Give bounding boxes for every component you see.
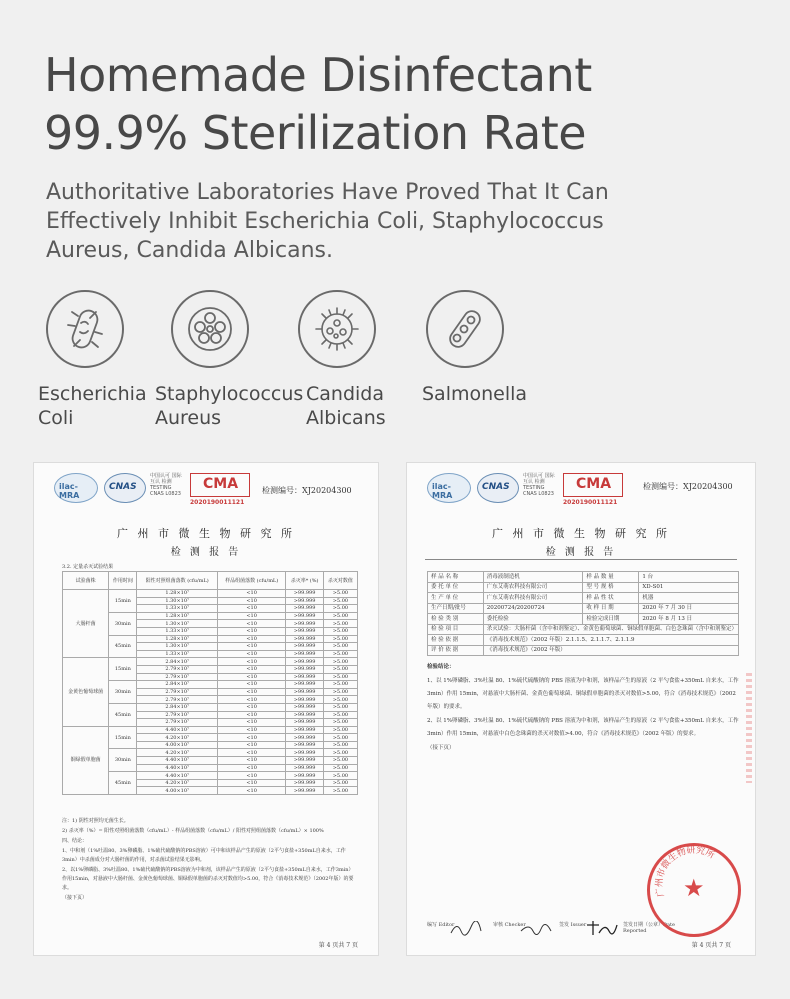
escherichia-coli-label: Escherichia Coli bbox=[38, 383, 147, 429]
field-label-cell: 委 托 单 位 bbox=[428, 582, 484, 593]
value-cell: <10 bbox=[217, 719, 285, 727]
field-label-cell: 样 品 名 称 bbox=[428, 572, 484, 583]
sterilization-results-table bbox=[62, 571, 358, 795]
table-row bbox=[428, 603, 739, 614]
value-cell: >99.999 bbox=[286, 673, 323, 681]
strain-cell: 大肠杆菌 bbox=[63, 590, 109, 658]
time-cell: 30min bbox=[109, 749, 137, 772]
staphylococcus-aureus-label: Staphylococcus Aureus bbox=[155, 383, 304, 429]
headline bbox=[44, 46, 764, 162]
field-label-cell: 样 品 性 状 bbox=[583, 593, 639, 604]
field-value-cell: XD-S01 bbox=[639, 582, 739, 593]
value-cell: >99.999 bbox=[286, 779, 323, 787]
value-cell: >5.00 bbox=[323, 612, 357, 620]
value-cell: >5.00 bbox=[323, 627, 357, 635]
value-cell: >99.999 bbox=[286, 703, 323, 711]
header-cell: 试验菌株 bbox=[63, 572, 109, 590]
salmonella-label: Salmonella bbox=[422, 383, 528, 405]
field-label-cell: 评 价 依 据 bbox=[428, 645, 484, 656]
table-row bbox=[63, 726, 358, 734]
note-line: 四、结论： bbox=[62, 838, 88, 844]
field-label-cell: 检 验 项 目 bbox=[428, 624, 484, 635]
table-row bbox=[428, 582, 739, 593]
value-cell: >99.999 bbox=[286, 612, 323, 620]
value-cell: 1.30×10⁷ bbox=[137, 643, 218, 651]
table-row bbox=[63, 590, 358, 598]
value-cell: >5.00 bbox=[323, 688, 357, 696]
value-cell: >99.999 bbox=[286, 764, 323, 772]
header-cell: 杀灭对数值 bbox=[323, 572, 357, 590]
headline-line-1: Homemade Disinfectant bbox=[44, 48, 592, 102]
value-cell: 2.79×10⁷ bbox=[137, 711, 218, 719]
table-row bbox=[428, 572, 739, 583]
value-cell: 4.40×10⁷ bbox=[137, 757, 218, 765]
value-cell: >99.999 bbox=[286, 635, 323, 643]
field-label-cell: 样 品 数 量 bbox=[583, 572, 639, 583]
value-cell: >99.999 bbox=[286, 696, 323, 704]
value-cell: >5.00 bbox=[323, 719, 357, 727]
value-cell: >99.999 bbox=[286, 719, 323, 727]
value-cell: 2.84×10⁷ bbox=[137, 681, 218, 689]
signature-row bbox=[427, 921, 677, 943]
field-label-cell: 检验完成日期 bbox=[583, 614, 639, 625]
value-cell: >99.999 bbox=[286, 688, 323, 696]
value-cell: >5.00 bbox=[323, 764, 357, 772]
value-cell: 2.79×10⁷ bbox=[137, 719, 218, 727]
table-row bbox=[63, 658, 358, 666]
section-title: 3.2. 定量杀灭试验结果 bbox=[62, 564, 114, 570]
value-cell: 1.33×10⁷ bbox=[137, 627, 218, 635]
field-value-cell: 消毒液制造机 bbox=[483, 572, 583, 583]
value-cell: >5.00 bbox=[323, 772, 357, 780]
field-value-cell: 广东艾萌农科技有限公司 bbox=[483, 593, 583, 604]
value-cell: >5.00 bbox=[323, 597, 357, 605]
value-cell: 4.40×10⁷ bbox=[137, 726, 218, 734]
value-cell: 4.40×10⁷ bbox=[137, 772, 218, 780]
cnas-accreditation-text: 中国认可 国际互认 检测 TESTING CNAS L0823 bbox=[150, 473, 182, 497]
value-cell: >5.00 bbox=[323, 779, 357, 787]
value-cell: >5.00 bbox=[323, 635, 357, 643]
value-cell: 2.79×10⁷ bbox=[137, 696, 218, 704]
cnas-logo: CNAS bbox=[104, 473, 146, 503]
value-cell: >99.999 bbox=[286, 726, 323, 734]
value-cell: >5.00 bbox=[323, 703, 357, 711]
value-cell: >5.00 bbox=[323, 673, 357, 681]
subheadline-line-1: Authoritative Laboratories Have Proved That It Can bbox=[46, 180, 609, 205]
value-cell: 1.28×10⁷ bbox=[137, 635, 218, 643]
date-reported-label: 签发日期（公章）Date Reported bbox=[623, 922, 675, 934]
note-line: 1、以 1%卵磷脂、3%吐温 80、1%硫代硫酸钠的 PBS 溶液为中和剂，该样品产生的原液（2 平勺食盐+350mL 自来水，工作 3min）作用 15min，对悬液中大肠杆菌、金黄色葡萄球菌、铜绿假单胞菌的杀灭对数值>5.00，符合《消毒技术规范》（2002 年版）的要求。 bbox=[427, 678, 739, 710]
value-cell: >99.999 bbox=[286, 643, 323, 651]
value-cell: >5.00 bbox=[323, 590, 357, 598]
value-cell: 4.00×10⁷ bbox=[137, 741, 218, 749]
value-cell: >5.00 bbox=[323, 620, 357, 628]
value-cell: <10 bbox=[217, 764, 285, 772]
report-number: 检测编号：XJ20204300 bbox=[262, 486, 352, 495]
perforation-stamp bbox=[746, 673, 752, 783]
field-value-cell: 2020 年 8 月 13 日 bbox=[639, 614, 739, 625]
cma-logo: CMA bbox=[190, 473, 250, 497]
note-line: 2) 杀灭率（%）= 阳性对照组菌落数（cfu/mL）- 样品组菌落数（cfu/mL）/ 阳性对照组菌落数（cfu/mL）× 100% bbox=[62, 828, 324, 834]
value-cell: <10 bbox=[217, 590, 285, 598]
time-cell: 30min bbox=[109, 612, 137, 635]
time-cell: 45min bbox=[109, 703, 137, 726]
value-cell: 4.00×10⁷ bbox=[137, 787, 218, 795]
value-cell: <10 bbox=[217, 597, 285, 605]
value-cell: <10 bbox=[217, 757, 285, 765]
table-row bbox=[428, 635, 739, 646]
test-report-page-right bbox=[406, 462, 756, 956]
table-header-row bbox=[63, 572, 358, 590]
field-label-cell: 生 产 单 位 bbox=[428, 593, 484, 604]
svg-text:广州市微生物研究所: 广州市微生物研究所 bbox=[654, 846, 716, 898]
value-cell: <10 bbox=[217, 650, 285, 658]
value-cell: >5.00 bbox=[323, 726, 357, 734]
candida-albicans-label: Candida Albicans bbox=[306, 383, 386, 429]
field-label-cell: 检 验 类 别 bbox=[428, 614, 484, 625]
value-cell: <10 bbox=[217, 643, 285, 651]
salmonella-icon bbox=[426, 290, 504, 368]
value-cell: 1.28×10⁷ bbox=[137, 590, 218, 598]
table-row bbox=[428, 624, 739, 635]
field-value-cell: 机器 bbox=[639, 593, 739, 604]
value-cell: >5.00 bbox=[323, 711, 357, 719]
field-value-cell: 《消毒技术规范》（2002 年版） bbox=[483, 645, 738, 656]
value-cell: >5.00 bbox=[323, 643, 357, 651]
value-cell: >5.00 bbox=[323, 681, 357, 689]
editor-signature-icon bbox=[449, 921, 483, 937]
value-cell: 2.79×10⁷ bbox=[137, 665, 218, 673]
conclusion-title: 检验结论： bbox=[427, 664, 455, 670]
value-cell: 1.30×10⁷ bbox=[137, 597, 218, 605]
value-cell: <10 bbox=[217, 612, 285, 620]
time-cell: 15min bbox=[109, 658, 137, 681]
value-cell: <10 bbox=[217, 658, 285, 666]
value-cell: >5.00 bbox=[323, 658, 357, 666]
subheadline bbox=[46, 178, 746, 265]
value-cell: >99.999 bbox=[286, 605, 323, 613]
field-label-cell: 收 样 日 期 bbox=[583, 603, 639, 614]
value-cell: >99.999 bbox=[286, 741, 323, 749]
header-cell: 样品组菌落数 (cfu/mL) bbox=[217, 572, 285, 590]
value-cell: 2.84×10⁷ bbox=[137, 703, 218, 711]
value-cell: 4.40×10⁷ bbox=[137, 764, 218, 772]
note-line: 注：1) 阴性对照均无菌生长。 bbox=[62, 818, 129, 824]
value-cell: <10 bbox=[217, 703, 285, 711]
field-label-cell: 型 号 规 格 bbox=[583, 582, 639, 593]
value-cell: >99.999 bbox=[286, 772, 323, 780]
note-line: 1、中和剂（1%吐温80、3%卵磷脂、1%硫代硫酸钠的PBS溶液）可中和该样品产生的原液（2平勺食盐+350mL自来水，工作3min）中杀菌成分对大肠杆菌的作用，对杀菌试验结果无影响。 bbox=[62, 848, 346, 863]
value-cell: <10 bbox=[217, 673, 285, 681]
report-conclusion bbox=[427, 661, 739, 756]
staphylococcus-aureus-icon bbox=[171, 290, 249, 368]
field-label-cell: 生产日期/批号 bbox=[428, 603, 484, 614]
header-cell: 杀灭率* (%) bbox=[286, 572, 323, 590]
note-line: （接下页） bbox=[427, 745, 455, 751]
field-value-cell: 《消毒技术规范》（2002 年版）2.1.1.5、2.1.1.7、2.1.1.9 bbox=[483, 635, 738, 646]
cnas-accreditation-text: 中国认可 国际互认 检测 TESTING CNAS L0823 bbox=[523, 473, 555, 497]
value-cell: >99.999 bbox=[286, 787, 323, 795]
subheadline-line-3: Aureus, Candida Albicans. bbox=[46, 238, 333, 263]
value-cell: 2.84×10⁷ bbox=[137, 658, 218, 666]
value-cell: 1.33×10⁷ bbox=[137, 650, 218, 658]
cma-number: 2020190011121 bbox=[190, 499, 245, 506]
value-cell: >5.00 bbox=[323, 665, 357, 673]
value-cell: >99.999 bbox=[286, 711, 323, 719]
value-cell: >99.999 bbox=[286, 590, 323, 598]
value-cell: >99.999 bbox=[286, 627, 323, 635]
note-line: 2、以 1%卵磷脂、3%吐温 80、1%硫代硫酸钠的 PBS 溶液为中和剂，该样品产生的原液（2 平勺食盐+350mL 自来水，工作 3min）作用 15min，对悬液中白色念珠菌的杀灭对数值>4.00，符合《消毒技术规范》（2002 年版）的要求。 bbox=[427, 718, 739, 737]
value-cell: >5.00 bbox=[323, 734, 357, 742]
cnas-logo: CNAS bbox=[477, 473, 519, 503]
editor-signature-label: 编写 Editor bbox=[427, 922, 455, 928]
checker-signature-icon bbox=[519, 921, 553, 937]
value-cell: >99.999 bbox=[286, 620, 323, 628]
time-cell: 15min bbox=[109, 590, 137, 613]
field-value-cell: 1 台 bbox=[639, 572, 739, 583]
value-cell: 1.33×10⁷ bbox=[137, 605, 218, 613]
value-cell: >5.00 bbox=[323, 650, 357, 658]
time-cell: 15min bbox=[109, 726, 137, 749]
cma-logo: CMA bbox=[563, 473, 623, 497]
time-cell: 30min bbox=[109, 681, 137, 704]
seal-star-icon: ★ bbox=[683, 874, 705, 902]
report-title: 检 测 报 告 bbox=[170, 547, 242, 558]
report-notes-left bbox=[62, 817, 358, 904]
table-row bbox=[428, 645, 739, 656]
value-cell: >5.00 bbox=[323, 741, 357, 749]
value-cell: <10 bbox=[217, 605, 285, 613]
field-value-cell: 广东艾萌农科技有限公司 bbox=[483, 582, 583, 593]
value-cell: >99.999 bbox=[286, 681, 323, 689]
value-cell: <10 bbox=[217, 635, 285, 643]
field-value-cell: 杀灭试验：大肠杆菌（含中和剂鉴定）、金黄色葡萄球菌、铜绿假单胞菌、白色念珠菌（含中和剂鉴定） bbox=[483, 624, 738, 635]
value-cell: 2.79×10⁷ bbox=[137, 673, 218, 681]
value-cell: <10 bbox=[217, 681, 285, 689]
value-cell: >5.00 bbox=[323, 696, 357, 704]
ilac-mra-logo: ilac-MRA bbox=[54, 473, 98, 503]
value-cell: >5.00 bbox=[323, 757, 357, 765]
value-cell: 4.20×10⁷ bbox=[137, 734, 218, 742]
report-number: 检测编号：XJ20204300 bbox=[643, 482, 733, 491]
time-cell: 45min bbox=[109, 772, 137, 795]
value-cell: <10 bbox=[217, 787, 285, 795]
value-cell: >5.00 bbox=[323, 605, 357, 613]
field-value-cell: 委托检验 bbox=[483, 614, 583, 625]
value-cell: >99.999 bbox=[286, 734, 323, 742]
value-cell: 2.79×10⁷ bbox=[137, 688, 218, 696]
value-cell: >99.999 bbox=[286, 650, 323, 658]
field-value-cell: 20200724/20200724 bbox=[483, 603, 583, 614]
issuer-signature-label: 签发 Issuer bbox=[559, 922, 587, 928]
page-footer: 第 4 页共 7 页 bbox=[691, 942, 731, 949]
header-cell: 阳性对照组菌落数 (cfu/mL) bbox=[137, 572, 218, 590]
checker-signature-label: 审核 Checker bbox=[493, 922, 526, 928]
value-cell: >5.00 bbox=[323, 749, 357, 757]
headline-line-2: 99.9% Sterilization Rate bbox=[44, 106, 587, 160]
strain-cell: 金黄色葡萄球菌 bbox=[63, 658, 109, 726]
value-cell: 1.28×10⁷ bbox=[137, 612, 218, 620]
institute-name: 广 州 市 微 生 物 研 究 所 bbox=[492, 527, 670, 540]
value-cell: 4.20×10⁷ bbox=[137, 749, 218, 757]
note-line: （接下页） bbox=[62, 895, 88, 901]
value-cell: 4.20×10⁷ bbox=[137, 779, 218, 787]
value-cell: >99.999 bbox=[286, 749, 323, 757]
title-rule bbox=[425, 559, 737, 560]
field-value-cell: 2020 年 7 月 30 日 bbox=[639, 603, 739, 614]
candida-albicans-icon bbox=[298, 290, 376, 368]
value-cell: <10 bbox=[217, 779, 285, 787]
value-cell: >5.00 bbox=[323, 787, 357, 795]
value-cell: <10 bbox=[217, 627, 285, 635]
value-cell: >99.999 bbox=[286, 665, 323, 673]
ilac-mra-logo: ilac-MRA bbox=[427, 473, 471, 503]
institute-name: 广 州 市 微 生 物 研 究 所 bbox=[117, 527, 295, 540]
value-cell: <10 bbox=[217, 620, 285, 628]
subheadline-line-2: Effectively Inhibit Escherichia Coli, Staphylococcus bbox=[46, 209, 604, 234]
value-cell: <10 bbox=[217, 688, 285, 696]
cma-number: 2020190011121 bbox=[563, 499, 618, 506]
value-cell: <10 bbox=[217, 665, 285, 673]
value-cell: 1.30×10⁷ bbox=[137, 620, 218, 628]
issuer-signature-icon bbox=[585, 921, 619, 937]
field-label-cell: 检 验 依 据 bbox=[428, 635, 484, 646]
note-line: 2、以1%卵磷脂、3%吐温80、1%硫代硫酸钠的PBS溶液为中和剂，该样品产生的原液（2平勺食盐+350mL自来水，工作3min）作用15min，对悬液中大肠杆菌、金黄色葡萄球菌、铜绿假单胞菌的杀灭对数值均>5.00，符合《消毒技术规范》（2002年版）的要求。 bbox=[62, 867, 354, 891]
value-cell: <10 bbox=[217, 749, 285, 757]
value-cell: <10 bbox=[217, 726, 285, 734]
table-row bbox=[428, 614, 739, 625]
value-cell: >99.999 bbox=[286, 597, 323, 605]
value-cell: <10 bbox=[217, 734, 285, 742]
value-cell: >99.999 bbox=[286, 757, 323, 765]
official-red-seal bbox=[647, 843, 741, 937]
strain-cell: 铜绿假单胞菌 bbox=[63, 726, 109, 794]
bacteria-icon-row bbox=[0, 290, 790, 440]
value-cell: >99.999 bbox=[286, 658, 323, 666]
value-cell: <10 bbox=[217, 711, 285, 719]
value-cell: <10 bbox=[217, 772, 285, 780]
page-footer: 第 4 页共 7 页 bbox=[318, 942, 358, 949]
escherichia-coli-icon bbox=[46, 290, 124, 368]
sample-info-table bbox=[427, 571, 739, 656]
time-cell: 45min bbox=[109, 635, 137, 658]
table-row bbox=[428, 593, 739, 604]
test-report-page-left bbox=[33, 462, 379, 956]
header-cell: 作用时间 bbox=[109, 572, 137, 590]
value-cell: <10 bbox=[217, 741, 285, 749]
value-cell: <10 bbox=[217, 696, 285, 704]
report-title: 检 测 报 告 bbox=[545, 547, 617, 558]
